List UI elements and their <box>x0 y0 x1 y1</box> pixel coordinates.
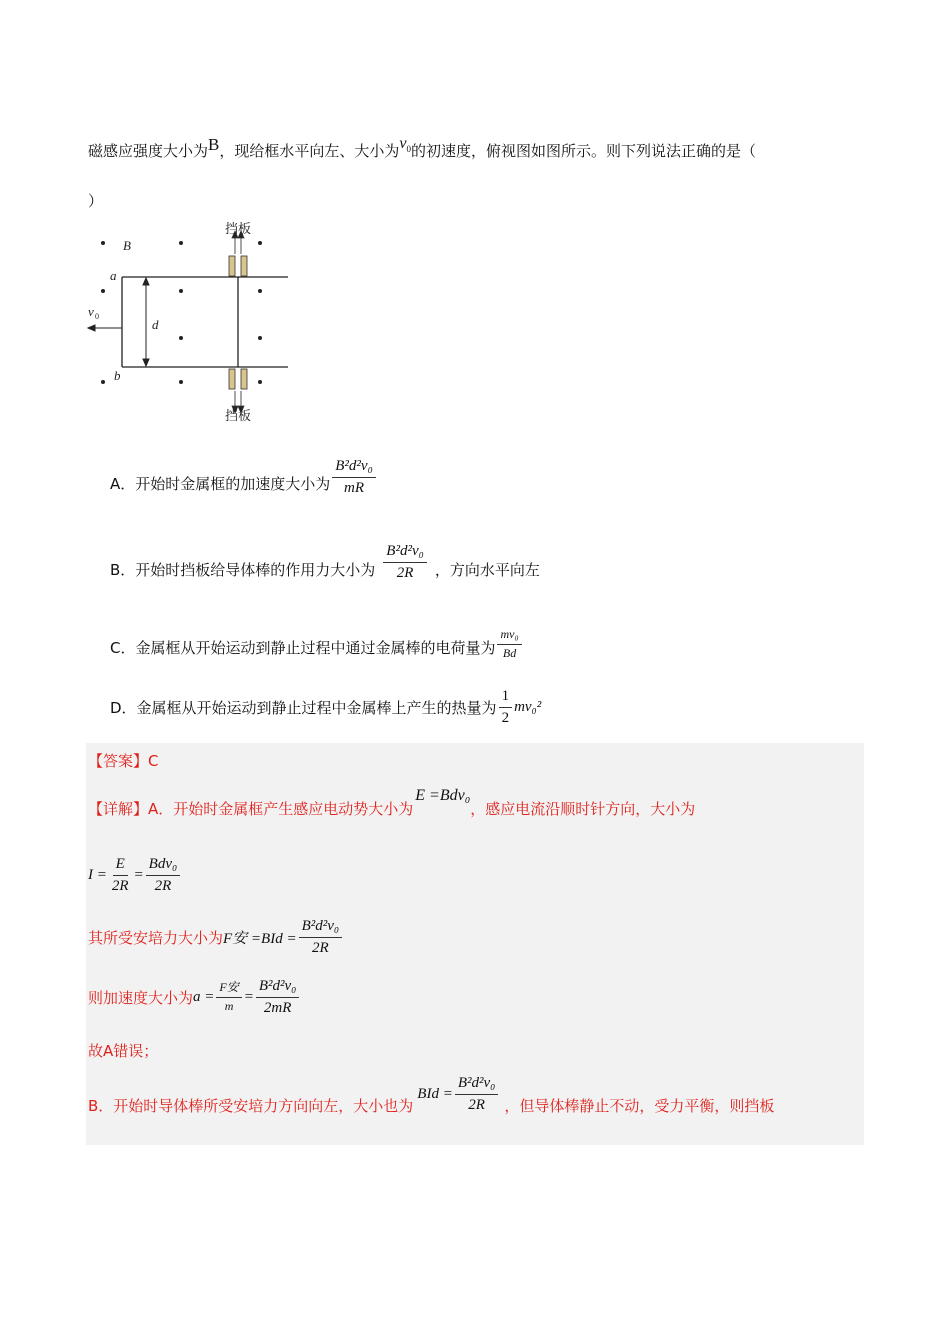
eq-BId: BId = <box>417 1086 453 1102</box>
question-stem-line2: ） <box>88 192 104 210</box>
stem-text-c: 的初速度，俯视图如图所示。则下列说法正确的是（ <box>410 142 756 160</box>
detail-line3-text: 其所受安培力大小为 <box>88 929 224 948</box>
eq-I-frac2: $\frac{\text{Bdv₀}}{2R}$ <box>146 856 181 896</box>
eq-a: a = <box>193 989 215 1006</box>
stem-symbol-B: B <box>208 135 220 154</box>
detail-line2-equation <box>88 856 182 896</box>
question-stem-line1 <box>88 135 756 162</box>
eq-BId-frac: $\frac{\text{B²d²v₀}}{2R}$ <box>455 1075 499 1115</box>
label-b: b <box>114 368 121 383</box>
field-diagram <box>80 215 310 430</box>
baffle-top-label: 挡板 <box>225 222 252 237</box>
metal-frame <box>122 277 288 367</box>
label-v: v <box>88 304 94 319</box>
detail-line1-text-a: A．开始时金属框产生感应电动势大小为 <box>148 800 414 818</box>
eq-F-frac: $\frac{\text{B²d²v₀}}{2R}$ <box>299 918 343 958</box>
velocity-arrow <box>88 325 122 331</box>
eq-I-frac1: $\frac{E}{2R}$ <box>111 856 129 895</box>
detail-line3 <box>88 918 344 958</box>
eq-a-equals: = <box>243 989 254 1006</box>
detail-line5: 故A错误； <box>88 1042 159 1060</box>
detail-line4-text: 则加速度大小为 <box>88 989 194 1008</box>
eq-I: I = <box>88 867 107 884</box>
option-b-fraction: $\frac{\text{B²d²v₀}}{2R}$ <box>383 543 427 583</box>
option-b <box>110 543 540 583</box>
dimension-d-arrow <box>143 278 149 366</box>
answer-label: 【答案】C <box>88 752 159 770</box>
stem-text-b: ，现给框水平向左、大小为 <box>219 142 400 160</box>
option-d-fraction: $\frac{1}{2}$ <box>499 688 513 728</box>
option-a-text: A．开始时金属框的加速度大小为 <box>110 475 331 494</box>
label-a: a <box>110 268 117 283</box>
option-d <box>110 688 541 728</box>
detail-label: 【详解】 <box>88 800 149 818</box>
option-c-text: C．金属框从开始运动到静止过程中通过金属棒的电荷量为 <box>110 638 496 657</box>
option-c-fraction: $\frac{\text{mv₀}}{Bd}$ <box>497 628 521 661</box>
detail-line1 <box>88 787 695 819</box>
option-b-text: B．开始时挡板给导体棒的作用力大小为 <box>110 561 376 580</box>
stem-symbol-v: $v_0$ <box>399 135 411 155</box>
detail-line4 <box>88 978 301 1018</box>
detail-line6-text-a: B．开始时导体棒所受安培力方向向左，大小也为 <box>88 1097 414 1115</box>
detail-line6-text-b: ，但导体棒静止不动，受力平衡，则挡板 <box>504 1097 775 1115</box>
option-c <box>110 628 524 661</box>
baffle-top <box>229 231 247 276</box>
baffle-bottom-label: 挡板 <box>225 409 252 424</box>
eq-equals: = <box>133 867 144 884</box>
option-b-tail: ，方向水平向左 <box>434 561 540 580</box>
label-v-sub: 0 <box>95 312 99 321</box>
eq-F: F安 =BId = <box>223 931 297 948</box>
baffle-bottom <box>229 369 247 413</box>
eq-a-frac2: $\frac{\text{B²d²v₀}}{2mR}$ <box>256 978 300 1018</box>
detail-line6 <box>88 1073 774 1116</box>
option-d-tail: mv₀² <box>514 699 542 716</box>
detail-line1-equation: E =Bdv₀ <box>415 787 471 804</box>
label-B: B <box>123 238 131 253</box>
option-d-text: D．金属框从开始运动到静止过程中金属棒上产生的热量为 <box>110 699 497 718</box>
eq-a-frac1: $\frac{\text{F安}}{m}$ <box>216 981 241 1014</box>
stem-text-a: 磁感应强度大小为 <box>88 142 209 160</box>
option-a-fraction: $\frac{\text{B²d²v₀}}{mR}$ <box>332 458 376 498</box>
detail-line1-text-b: ，感应电流沿顺时针方向，大小为 <box>470 800 696 818</box>
label-d: d <box>152 317 159 332</box>
option-a <box>110 458 378 498</box>
